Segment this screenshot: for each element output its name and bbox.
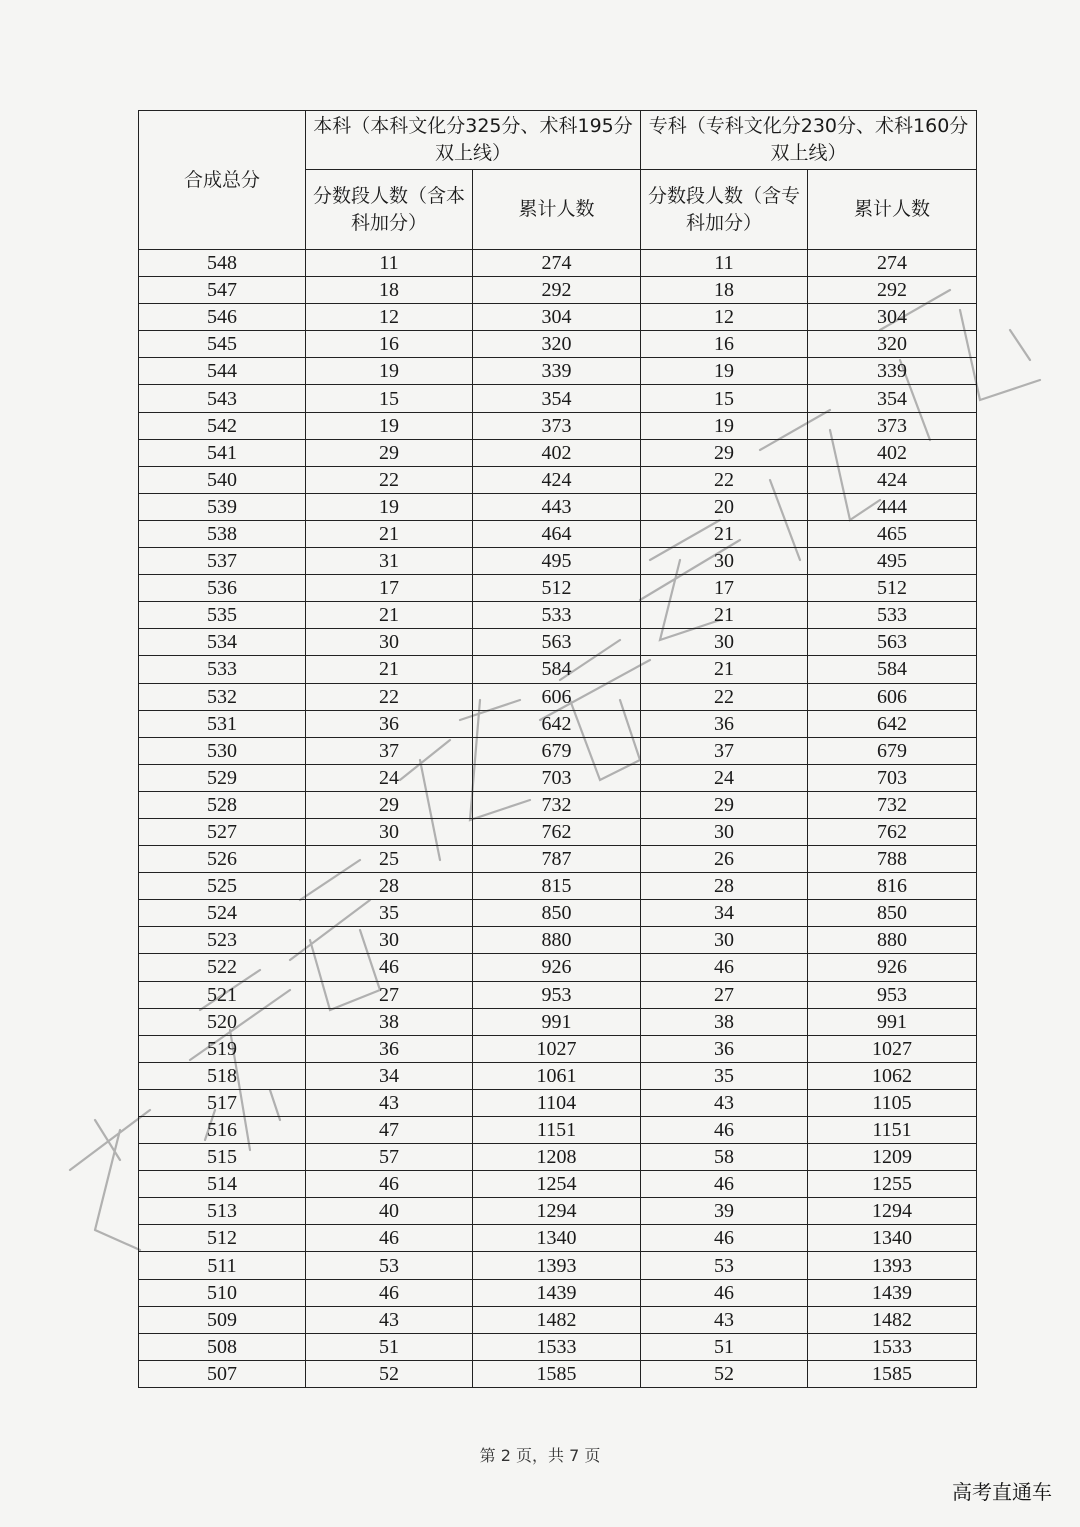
benke-cumulative-cell: 320: [473, 331, 641, 358]
benke-cumulative-cell: 274: [473, 250, 641, 277]
zhuanke-segment-cell: 58: [641, 1144, 808, 1171]
benke-segment-cell: 11: [306, 250, 473, 277]
table-row: [139, 846, 977, 873]
zhuanke-cumulative-cell: 1439: [808, 1279, 977, 1306]
zhuanke-segment-cell: 16: [641, 331, 808, 358]
benke-cumulative-cell: 1027: [473, 1035, 641, 1062]
zhuanke-cumulative-cell: 1340: [808, 1225, 977, 1252]
total-score-cell: 533: [139, 656, 306, 683]
total-score-cell: 508: [139, 1333, 306, 1360]
table-row: [139, 385, 977, 412]
zhuanke-cumulative-cell: 953: [808, 981, 977, 1008]
total-score-cell: 510: [139, 1279, 306, 1306]
total-score-cell: 517: [139, 1089, 306, 1116]
benke-cumulative-cell: 606: [473, 683, 641, 710]
zhuanke-cumulative-cell: 512: [808, 575, 977, 602]
total-score-cell: 531: [139, 710, 306, 737]
benke-cumulative-cell: 292: [473, 277, 641, 304]
total-score-cell: 540: [139, 466, 306, 493]
benke-segment-cell: 28: [306, 873, 473, 900]
table-row: [139, 1306, 977, 1333]
zhuanke-segment-cell: 27: [641, 981, 808, 1008]
benke-cumulative-cell: 443: [473, 493, 641, 520]
table-row: [139, 1144, 977, 1171]
zhuanke-segment-cell: 51: [641, 1333, 808, 1360]
table-row: [139, 466, 977, 493]
table-row: [139, 1225, 977, 1252]
table-row: [139, 927, 977, 954]
zhuanke-cumulative-cell: 373: [808, 412, 977, 439]
table-row: [139, 1333, 977, 1360]
zhuanke-cumulative-cell: 1105: [808, 1089, 977, 1116]
zhuanke-segment-cell: 37: [641, 737, 808, 764]
table-row: [139, 358, 977, 385]
zhuanke-segment-cell: 21: [641, 602, 808, 629]
zhuanke-cumulative-cell: 1294: [808, 1198, 977, 1225]
benke-cumulative-cell: 339: [473, 358, 641, 385]
zhuanke-cumulative-cell: 850: [808, 900, 977, 927]
benke-segment-cell: 30: [306, 629, 473, 656]
total-score-cell: 516: [139, 1117, 306, 1144]
benke-segment-cell: 46: [306, 1279, 473, 1306]
zhuanke-cumulative-cell: 533: [808, 602, 977, 629]
header-benke-group: 本科（本科文化分325分、术科195分双上线）: [306, 111, 641, 170]
benke-cumulative-cell: 991: [473, 1008, 641, 1035]
zhuanke-cumulative-cell: 732: [808, 791, 977, 818]
table-header: [139, 111, 977, 250]
table-row: [139, 439, 977, 466]
total-score-cell: 539: [139, 493, 306, 520]
zhuanke-cumulative-cell: 679: [808, 737, 977, 764]
zhuanke-cumulative-cell: 424: [808, 466, 977, 493]
zhuanke-segment-cell: 15: [641, 385, 808, 412]
zhuanke-segment-cell: 35: [641, 1062, 808, 1089]
benke-cumulative-cell: 495: [473, 548, 641, 575]
benke-cumulative-cell: 563: [473, 629, 641, 656]
benke-cumulative-cell: 1104: [473, 1089, 641, 1116]
zhuanke-segment-cell: 52: [641, 1360, 808, 1387]
header-zhuanke-cumulative: 累计人数: [808, 170, 977, 250]
zhuanke-segment-cell: 29: [641, 791, 808, 818]
total-score-cell: 525: [139, 873, 306, 900]
zhuanke-cumulative-cell: 292: [808, 277, 977, 304]
benke-segment-cell: 57: [306, 1144, 473, 1171]
benke-segment-cell: 34: [306, 1062, 473, 1089]
benke-cumulative-cell: 1254: [473, 1171, 641, 1198]
table-row: [139, 493, 977, 520]
total-score-cell: 542: [139, 412, 306, 439]
table-row: [139, 1279, 977, 1306]
table-row: [139, 548, 977, 575]
benke-cumulative-cell: 762: [473, 818, 641, 845]
benke-segment-cell: 37: [306, 737, 473, 764]
benke-segment-cell: 16: [306, 331, 473, 358]
zhuanke-cumulative-cell: 354: [808, 385, 977, 412]
zhuanke-cumulative-cell: 320: [808, 331, 977, 358]
benke-segment-cell: 46: [306, 954, 473, 981]
zhuanke-cumulative-cell: 926: [808, 954, 977, 981]
zhuanke-cumulative-cell: 584: [808, 656, 977, 683]
table-row: [139, 737, 977, 764]
benke-segment-cell: 36: [306, 1035, 473, 1062]
benke-segment-cell: 18: [306, 277, 473, 304]
zhuanke-segment-cell: 34: [641, 900, 808, 927]
table-row: [139, 1252, 977, 1279]
zhuanke-segment-cell: 21: [641, 656, 808, 683]
zhuanke-cumulative-cell: 563: [808, 629, 977, 656]
total-score-cell: 507: [139, 1360, 306, 1387]
total-score-cell: 513: [139, 1198, 306, 1225]
total-score-cell: 512: [139, 1225, 306, 1252]
zhuanke-segment-cell: 17: [641, 575, 808, 602]
benke-cumulative-cell: 373: [473, 412, 641, 439]
table-row: [139, 250, 977, 277]
benke-cumulative-cell: 679: [473, 737, 641, 764]
benke-segment-cell: 30: [306, 927, 473, 954]
zhuanke-segment-cell: 19: [641, 412, 808, 439]
total-score-cell: 537: [139, 548, 306, 575]
zhuanke-cumulative-cell: 762: [808, 818, 977, 845]
zhuanke-cumulative-cell: 402: [808, 439, 977, 466]
table-row: [139, 683, 977, 710]
table-row: [139, 900, 977, 927]
zhuanke-segment-cell: 38: [641, 1008, 808, 1035]
brand-label: 高考直通车: [952, 1480, 1052, 1504]
zhuanke-segment-cell: 12: [641, 304, 808, 331]
total-score-cell: 547: [139, 277, 306, 304]
benke-segment-cell: 46: [306, 1225, 473, 1252]
benke-segment-cell: 29: [306, 791, 473, 818]
zhuanke-segment-cell: 11: [641, 250, 808, 277]
table-row: [139, 1171, 977, 1198]
benke-segment-cell: 47: [306, 1117, 473, 1144]
total-score-cell: 524: [139, 900, 306, 927]
table-row: [139, 818, 977, 845]
benke-cumulative-cell: 424: [473, 466, 641, 493]
benke-cumulative-cell: 1482: [473, 1306, 641, 1333]
zhuanke-segment-cell: 46: [641, 1117, 808, 1144]
benke-cumulative-cell: 354: [473, 385, 641, 412]
zhuanke-cumulative-cell: 606: [808, 683, 977, 710]
table-row: [139, 1360, 977, 1387]
table-row: [139, 602, 977, 629]
benke-segment-cell: 21: [306, 602, 473, 629]
benke-segment-cell: 15: [306, 385, 473, 412]
zhuanke-segment-cell: 29: [641, 439, 808, 466]
zhuanke-segment-cell: 43: [641, 1306, 808, 1333]
total-score-cell: 520: [139, 1008, 306, 1035]
zhuanke-segment-cell: 46: [641, 954, 808, 981]
table-row: [139, 981, 977, 1008]
zhuanke-segment-cell: 30: [641, 927, 808, 954]
zhuanke-cumulative-cell: 339: [808, 358, 977, 385]
benke-cumulative-cell: 732: [473, 791, 641, 818]
zhuanke-segment-cell: 24: [641, 764, 808, 791]
benke-cumulative-cell: 880: [473, 927, 641, 954]
benke-segment-cell: 43: [306, 1306, 473, 1333]
total-score-cell: 548: [139, 250, 306, 277]
total-score-cell: 511: [139, 1252, 306, 1279]
total-score-cell: 509: [139, 1306, 306, 1333]
benke-segment-cell: 46: [306, 1171, 473, 1198]
total-score-cell: 541: [139, 439, 306, 466]
benke-segment-cell: 12: [306, 304, 473, 331]
zhuanke-cumulative-cell: 1393: [808, 1252, 977, 1279]
table-row: [139, 954, 977, 981]
zhuanke-segment-cell: 30: [641, 629, 808, 656]
benke-cumulative-cell: 703: [473, 764, 641, 791]
benke-cumulative-cell: 584: [473, 656, 641, 683]
benke-cumulative-cell: 1585: [473, 1360, 641, 1387]
total-score-cell: 529: [139, 764, 306, 791]
benke-cumulative-cell: 953: [473, 981, 641, 1008]
total-score-cell: 514: [139, 1171, 306, 1198]
benke-segment-cell: 29: [306, 439, 473, 466]
page-number: 第 2 页，共 7 页: [479, 1446, 601, 1465]
zhuanke-cumulative-cell: 816: [808, 873, 977, 900]
zhuanke-cumulative-cell: 642: [808, 710, 977, 737]
zhuanke-cumulative-cell: 1482: [808, 1306, 977, 1333]
zhuanke-cumulative-cell: 304: [808, 304, 977, 331]
table-row: [139, 764, 977, 791]
benke-cumulative-cell: 1533: [473, 1333, 641, 1360]
table-row: [139, 656, 977, 683]
benke-cumulative-cell: 1393: [473, 1252, 641, 1279]
total-score-cell: 528: [139, 791, 306, 818]
benke-cumulative-cell: 512: [473, 575, 641, 602]
total-score-cell: 538: [139, 520, 306, 547]
table-row: [139, 1062, 977, 1089]
table-row: [139, 629, 977, 656]
header-zhuanke-segment: 分数段人数（含专科加分）: [641, 170, 808, 250]
zhuanke-cumulative-cell: 991: [808, 1008, 977, 1035]
table-row: [139, 1117, 977, 1144]
benke-segment-cell: 19: [306, 493, 473, 520]
score-distribution-table: [138, 110, 977, 1388]
zhuanke-cumulative-cell: 465: [808, 520, 977, 547]
benke-segment-cell: 19: [306, 412, 473, 439]
table-row: [139, 277, 977, 304]
table-row: [139, 304, 977, 331]
benke-segment-cell: 19: [306, 358, 473, 385]
zhuanke-cumulative-cell: 1027: [808, 1035, 977, 1062]
total-score-cell: 544: [139, 358, 306, 385]
benke-segment-cell: 53: [306, 1252, 473, 1279]
header-benke-segment: 分数段人数（含本科加分）: [306, 170, 473, 250]
benke-segment-cell: 38: [306, 1008, 473, 1035]
zhuanke-segment-cell: 28: [641, 873, 808, 900]
total-score-cell: 534: [139, 629, 306, 656]
zhuanke-cumulative-cell: 1585: [808, 1360, 977, 1387]
zhuanke-segment-cell: 53: [641, 1252, 808, 1279]
benke-cumulative-cell: 1294: [473, 1198, 641, 1225]
benke-cumulative-cell: 464: [473, 520, 641, 547]
total-score-cell: 530: [139, 737, 306, 764]
zhuanke-segment-cell: 39: [641, 1198, 808, 1225]
benke-cumulative-cell: 304: [473, 304, 641, 331]
benke-segment-cell: 22: [306, 683, 473, 710]
benke-segment-cell: 35: [306, 900, 473, 927]
benke-segment-cell: 21: [306, 520, 473, 547]
zhuanke-cumulative-cell: 1533: [808, 1333, 977, 1360]
benke-segment-cell: 24: [306, 764, 473, 791]
zhuanke-segment-cell: 46: [641, 1279, 808, 1306]
benke-segment-cell: 17: [306, 575, 473, 602]
total-score-cell: 526: [139, 846, 306, 873]
zhuanke-segment-cell: 30: [641, 818, 808, 845]
zhuanke-segment-cell: 46: [641, 1171, 808, 1198]
zhuanke-segment-cell: 20: [641, 493, 808, 520]
zhuanke-segment-cell: 18: [641, 277, 808, 304]
benke-cumulative-cell: 1061: [473, 1062, 641, 1089]
benke-cumulative-cell: 642: [473, 710, 641, 737]
zhuanke-cumulative-cell: 788: [808, 846, 977, 873]
zhuanke-segment-cell: 22: [641, 466, 808, 493]
benke-cumulative-cell: 815: [473, 873, 641, 900]
benke-cumulative-cell: 533: [473, 602, 641, 629]
benke-cumulative-cell: 1151: [473, 1117, 641, 1144]
header-zhuanke-group: 专科（专科文化分230分、术科160分双上线）: [641, 111, 977, 170]
total-score-cell: 536: [139, 575, 306, 602]
benke-segment-cell: 30: [306, 818, 473, 845]
benke-segment-cell: 43: [306, 1089, 473, 1116]
benke-cumulative-cell: 1439: [473, 1279, 641, 1306]
total-score-cell: 545: [139, 331, 306, 358]
benke-segment-cell: 31: [306, 548, 473, 575]
benke-segment-cell: 40: [306, 1198, 473, 1225]
total-score-cell: 522: [139, 954, 306, 981]
zhuanke-cumulative-cell: 274: [808, 250, 977, 277]
table-row: [139, 873, 977, 900]
total-score-cell: 518: [139, 1062, 306, 1089]
total-score-cell: 519: [139, 1035, 306, 1062]
zhuanke-cumulative-cell: 1151: [808, 1117, 977, 1144]
zhuanke-segment-cell: 26: [641, 846, 808, 873]
zhuanke-segment-cell: 36: [641, 710, 808, 737]
table-row: [139, 575, 977, 602]
table-row: [139, 1008, 977, 1035]
benke-segment-cell: 22: [306, 466, 473, 493]
benke-segment-cell: 21: [306, 656, 473, 683]
table-row: [139, 412, 977, 439]
benke-cumulative-cell: 926: [473, 954, 641, 981]
total-score-cell: 521: [139, 981, 306, 1008]
zhuanke-segment-cell: 21: [641, 520, 808, 547]
zhuanke-cumulative-cell: 444: [808, 493, 977, 520]
benke-segment-cell: 51: [306, 1333, 473, 1360]
zhuanke-cumulative-cell: 1062: [808, 1062, 977, 1089]
benke-cumulative-cell: 402: [473, 439, 641, 466]
zhuanke-cumulative-cell: 703: [808, 764, 977, 791]
zhuanke-segment-cell: 46: [641, 1225, 808, 1252]
total-score-cell: 515: [139, 1144, 306, 1171]
benke-segment-cell: 27: [306, 981, 473, 1008]
table-body: [139, 250, 977, 1388]
table-row: [139, 520, 977, 547]
zhuanke-segment-cell: 36: [641, 1035, 808, 1062]
total-score-cell: 527: [139, 818, 306, 845]
benke-cumulative-cell: 787: [473, 846, 641, 873]
zhuanke-segment-cell: 30: [641, 548, 808, 575]
table-row: [139, 710, 977, 737]
benke-cumulative-cell: 1340: [473, 1225, 641, 1252]
total-score-cell: 546: [139, 304, 306, 331]
zhuanke-cumulative-cell: 1209: [808, 1144, 977, 1171]
table-row: [139, 1035, 977, 1062]
zhuanke-cumulative-cell: 1255: [808, 1171, 977, 1198]
total-score-cell: 523: [139, 927, 306, 954]
zhuanke-cumulative-cell: 880: [808, 927, 977, 954]
benke-segment-cell: 25: [306, 846, 473, 873]
table-row: [139, 331, 977, 358]
table-row: [139, 1089, 977, 1116]
total-score-cell: 532: [139, 683, 306, 710]
benke-segment-cell: 52: [306, 1360, 473, 1387]
zhuanke-segment-cell: 22: [641, 683, 808, 710]
total-score-cell: 535: [139, 602, 306, 629]
total-score-cell: 543: [139, 385, 306, 412]
table-row: [139, 791, 977, 818]
zhuanke-segment-cell: 43: [641, 1089, 808, 1116]
benke-cumulative-cell: 850: [473, 900, 641, 927]
benke-cumulative-cell: 1208: [473, 1144, 641, 1171]
header-total-score: 合成总分: [139, 111, 306, 250]
zhuanke-cumulative-cell: 495: [808, 548, 977, 575]
header-benke-cumulative: 累计人数: [473, 170, 641, 250]
table-row: [139, 1198, 977, 1225]
benke-segment-cell: 36: [306, 710, 473, 737]
zhuanke-segment-cell: 19: [641, 358, 808, 385]
